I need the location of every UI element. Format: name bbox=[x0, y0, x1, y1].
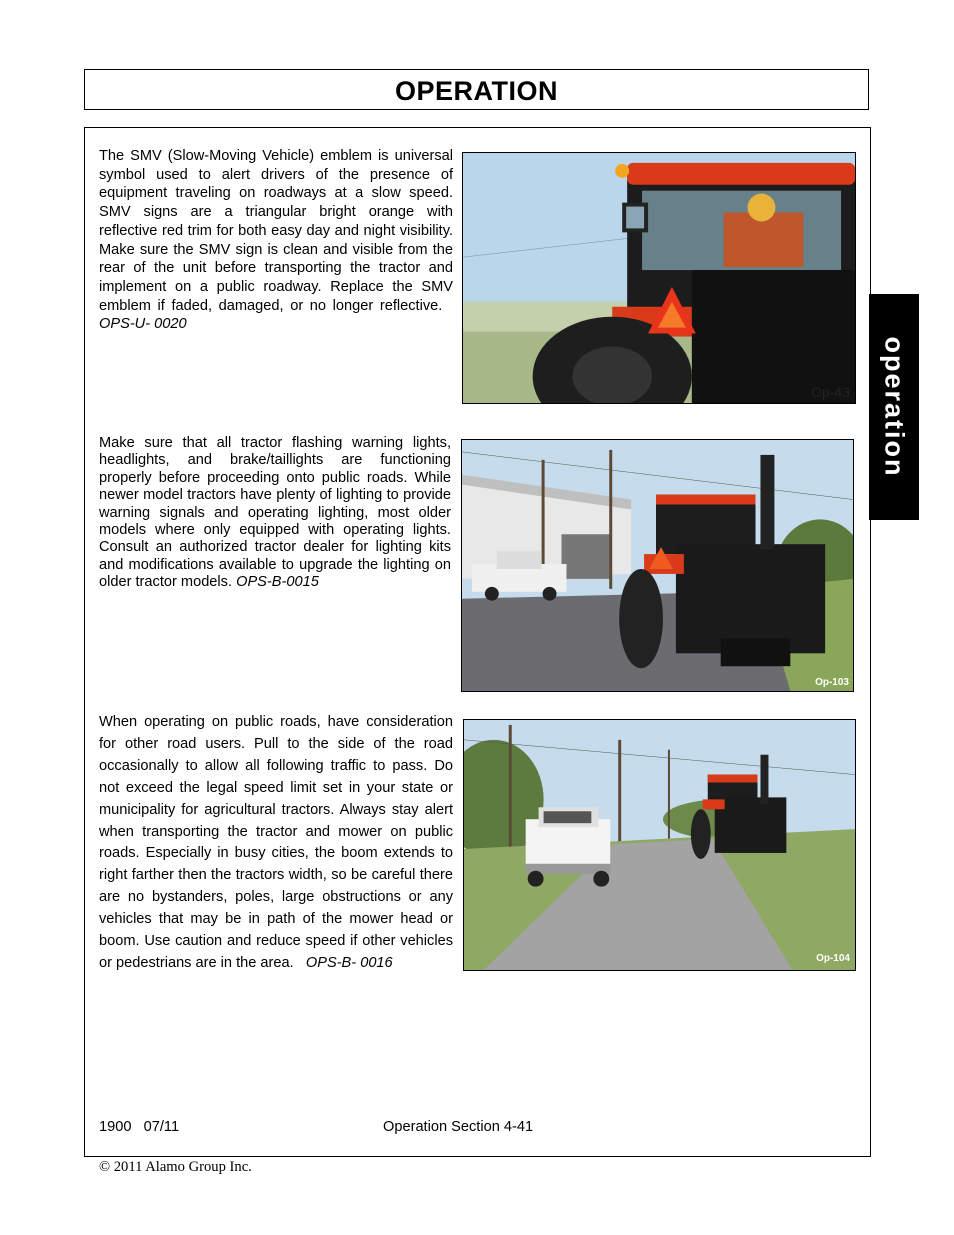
image-label: Op-43 bbox=[811, 384, 850, 400]
section-page-number: Operation Section 4-41 bbox=[383, 1119, 534, 1135]
public-roads-paragraph bbox=[99, 712, 453, 975]
side-tab-label: operation bbox=[879, 336, 910, 478]
tractor-rear-smv-illustration bbox=[463, 153, 855, 403]
smv-emblem-photo bbox=[462, 152, 856, 404]
public-roads-photo bbox=[463, 719, 856, 971]
traffic-passing-tractor-illustration bbox=[464, 720, 855, 970]
section-side-tab bbox=[869, 294, 919, 520]
page-title: OPERATION bbox=[394, 76, 558, 106]
reference-code: OPS-B- 0016 bbox=[305, 954, 393, 971]
warning-lights-photo bbox=[461, 439, 854, 692]
reference-code: OPS-B-0015 bbox=[236, 574, 319, 591]
doc-reference: 1900 07/11 bbox=[99, 1119, 180, 1135]
reference-code: OPS-U- 0020 bbox=[99, 316, 187, 333]
page-header bbox=[84, 69, 869, 110]
image-label: Op-104 bbox=[816, 953, 850, 964]
paragraph-text: Make sure that all tractor flashing warning lights, headlights, and brake/taillights are functioning properly before proceeding onto public roads. While newer model tractors have plenty of lighting to provide warning signals and operating lighting, most older models where only equipped with operating lights. Consult an authorized tractor dealer for lighting kits and modifications available to upgrade the lighting on older tractor models. bbox=[99, 435, 451, 591]
paragraph-text: When operating on public roads, have consideration for other road users. Pull to the side of the road occasionally to allow all following traffic to pass. Do not exceed the legal speed limit set in your state or municipality for agricultural tractors. Always stay alert when transporting the tractor and mower on public roads. Especially in busy cities, the boom extends to right farther then the tractors width, so be careful there are no bystanders, poles, large obstructions or any vehicles that may be in path of the mower head or boom. Use caution and reduce speed if other vehicles or pedestrians are in the area. bbox=[99, 714, 453, 971]
copyright-notice: © 2011 Alamo Group Inc. bbox=[99, 1159, 252, 1175]
image-label: Op-103 bbox=[815, 677, 849, 688]
tractor-on-road-illustration bbox=[462, 440, 853, 691]
paragraph-text: The SMV (Slow-Moving Vehicle) emblem is universal symbol used to alert drivers of the presence of equipment traveling on roadways at a slow speed. SMV signs are a triangular bright orange with reflective red trim for both easy day and night visibility. Make sure the SMV sign is clean and visible from the rear of the unit before transporting the tractor and implement on a public roadway. Replace the SMV emblem if faded, damaged, or no longer reflective. bbox=[99, 148, 453, 314]
smv-emblem-paragraph bbox=[99, 147, 453, 334]
warning-lights-paragraph bbox=[99, 435, 451, 592]
